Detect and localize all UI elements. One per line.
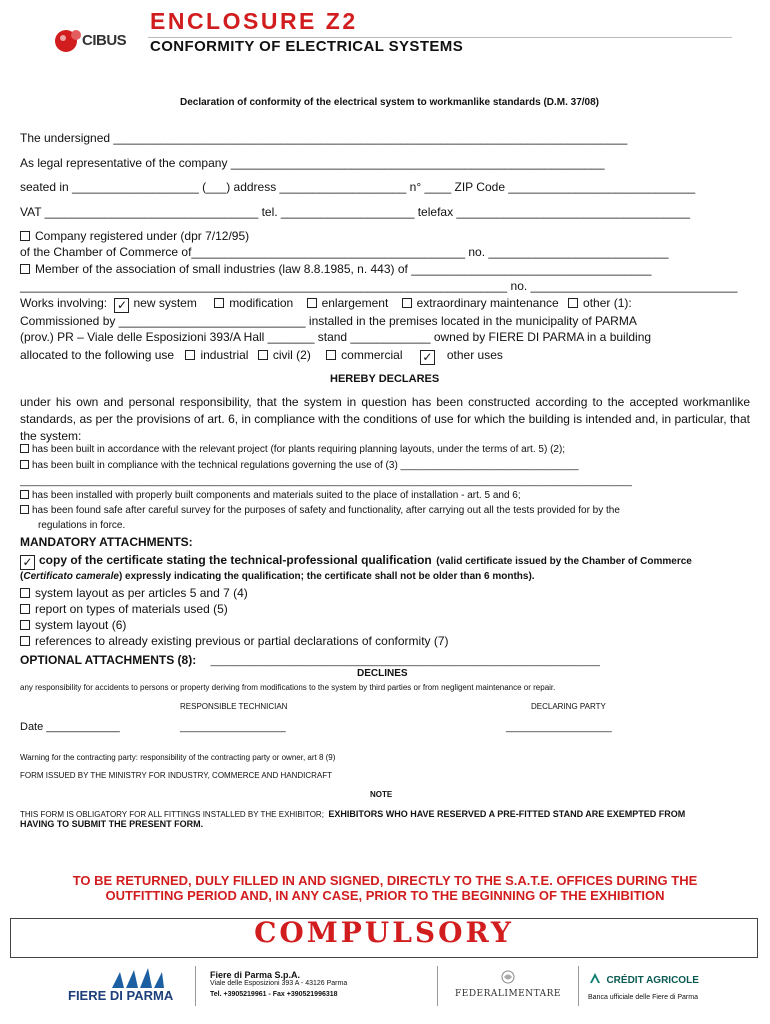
chamber-field[interactable]: of the Chamber of Commerce of_________________________________________ no. ___________________________ (20, 245, 669, 259)
hereby-declares-heading: HEREBY DECLARES (330, 373, 440, 385)
condition-safety-line2: regulations in force. (38, 520, 126, 531)
other-checkbox[interactable] (568, 298, 578, 308)
works-involving-row: Works involving: ✓ new system modification enlargement extraordinary maintenance other (1): (20, 296, 632, 312)
credit-agricole-logo: CRÉDIT AGRICOLE (588, 970, 699, 988)
certificate-checkbox[interactable]: ✓ (20, 555, 35, 570)
vat-field[interactable]: VAT ________________________________ tel. ____________________ telefax ___________________________________ (20, 205, 690, 219)
undersigned-field[interactable]: The undersigned _____________________________________________________________________________ (20, 131, 628, 145)
optional-attachments-row: OPTIONAL ATTACHMENTS (8): ______________________________________________________________________ (20, 653, 600, 667)
declaration-text: under his own and personal responsibility, that the system in question has been constructed according to the accepted workmanlike standards, as per the provisions of art. 6, in compliance with the conditions of use for which the building is intended and, in particular, that the system: (20, 395, 750, 443)
checkbox[interactable] (20, 231, 30, 241)
civil-checkbox[interactable] (258, 350, 268, 360)
bank-note: Banca ufficiale delle Fiere di Parma (588, 994, 698, 1001)
attachment-previous-declarations[interactable]: references to already existing previous or partial declarations of conformity (7) (20, 634, 449, 648)
location-field[interactable]: (prov.) PR – Viale delle Esposizioni 393/A Hall _______ stand ____________ owned by FIERE DI PARMA in a building (20, 330, 652, 344)
date-field[interactable]: Date ____________ (20, 721, 120, 733)
address-field[interactable]: seated in ___________________ (___) address ___________________ n° ____ ZIP Code ____________________________ (20, 180, 696, 194)
commercial-checkbox[interactable] (326, 350, 336, 360)
member-field-line2[interactable]: _________________________________________________________________________ no. _______________________________ (20, 279, 738, 293)
party-signature-field[interactable]: ___________________ (506, 722, 612, 733)
certificate-attachment[interactable]: ✓ copy of the certificate stating the technical-professional qualification (valid certificate issued by the Chamber of Commerce (20, 551, 692, 570)
building-use-row: allocated to the following use industrial civil (2) commercial ✓ other uses (20, 348, 503, 364)
certificate-note: (Certificato camerale) expressly indicating the qualification; the certificate shall not be older than 6 months). (20, 571, 535, 582)
declaring-party-label: DECLARING PARTY (531, 702, 606, 711)
optional-attachments-field[interactable]: ______________________________________________________________________ (210, 656, 600, 667)
condition-components[interactable]: has been installed with properly built components and materials suited to the place of installation - art. 5 and 6; (20, 490, 521, 501)
footer-company-name: Fiere di Parma S.p.A. (210, 970, 301, 980)
attachment-materials-report[interactable]: report on types of materials used (5) (20, 602, 228, 616)
declaration-heading: Declaration of conformity of the electrical system to workmanlike standards (D.M. 37/08) (180, 97, 600, 108)
footer-phone: Tel. +3905219961 - Fax +390521996318 (210, 991, 338, 998)
federalimentare-emblem-icon (499, 970, 517, 984)
other-uses-checkbox[interactable]: ✓ (420, 350, 435, 365)
cibus-logo-text: CIBUS (82, 32, 127, 49)
checkbox[interactable] (20, 620, 30, 630)
extraordinary-maintenance-checkbox[interactable] (402, 298, 412, 308)
footer-divider-2 (437, 966, 438, 1006)
checkbox[interactable] (20, 588, 30, 598)
attachment-system-layout-arts[interactable]: system layout as per articles 5 and 7 (4) (20, 586, 248, 600)
form-issued-text: FORM ISSUED BY THE MINISTRY FOR INDUSTRY, COMMERCE AND HANDICRAFT (20, 771, 333, 780)
mandatory-heading: MANDATORY ATTACHMENTS: (20, 535, 193, 549)
document-subtitle: CONFORMITY OF ELECTRICAL SYSTEMS (150, 38, 464, 55)
condition-project[interactable]: has been built in accordance with the relevant project (for plants requiring planning layouts, under the terms of art. 5) (2); (20, 444, 565, 455)
modification-checkbox[interactable] (214, 298, 224, 308)
return-notice-line2: OUTFITTING PERIOD AND, IN ANY CASE, PRIOR TO THE BEGINNING OF THE EXHIBITION (105, 888, 665, 903)
checkbox[interactable] (20, 264, 30, 274)
condition-technical-regulations-line[interactable]: ______________________________________________________________________________________________________________ (20, 476, 632, 487)
checkbox[interactable] (20, 490, 29, 499)
member-association-option[interactable]: Member of the association of small industries (law 8.8.1985, n. 443) of ____________________________________ (20, 262, 651, 276)
technician-signature-field[interactable]: ___________________ (180, 722, 286, 733)
footer-divider-1 (195, 966, 196, 1006)
checkbox[interactable] (20, 604, 30, 614)
return-notice-line1: TO BE RETURNED, DULY FILLED IN AND SIGNED, DIRECTLY TO THE S.A.T.E. OFFICES DURING THE (72, 873, 698, 888)
declines-text: any responsibility for accidents to persons or property deriving from modifications to the system by third parties or from negligent maintenance or repair. (20, 683, 556, 692)
note-text: THIS FORM IS OBLIGATORY FOR ALL FITTINGS INSTALLED BY THE EXHIBITOR; EXHIBITORS WHO HAVE RESERVED A PRE-FITTED STAND ARE EXEMPTED FROM (20, 809, 686, 819)
document-title: ENCLOSURE Z2 (150, 8, 358, 34)
new-system-checkbox[interactable]: ✓ (114, 298, 129, 313)
attachment-system-layout[interactable]: system layout (6) (20, 618, 126, 632)
company-registered-option[interactable]: Company registered under (dpr 7/12/95) (20, 229, 249, 243)
fiere-di-parma-logo: FIERE DI PARMA (68, 966, 186, 1004)
condition-safety[interactable]: has been found safe after careful survey for the purposes of safety and functionality, after carrying out all the tests provided for by the (20, 505, 620, 516)
compulsory-label: COMPULSORY (254, 916, 514, 949)
legal-rep-field[interactable]: As legal representative of the company ________________________________________________________ (20, 156, 605, 170)
cibus-logo (52, 26, 132, 60)
checkbox[interactable] (20, 444, 29, 453)
footer-address: Viale delle Esposizioni 393 A - 43126 Parma (210, 980, 348, 987)
checkbox[interactable] (20, 505, 29, 514)
fiere-logo-icon (106, 966, 166, 990)
note-text-line2: HAVING TO SUBMIT THE PRESENT FORM. (20, 819, 204, 829)
note-heading: NOTE (370, 790, 393, 799)
condition-technical-regulations[interactable]: has been built in compliance with the technical regulations governing the use of (3) ________________________________ (20, 460, 579, 471)
warning-text: Warning for the contracting party: responsibility of the contracting party or owner, art 8 (9) (20, 753, 336, 762)
enlargement-checkbox[interactable] (307, 298, 317, 308)
industrial-checkbox[interactable] (185, 350, 195, 360)
credit-agricole-icon (588, 971, 602, 985)
checkbox[interactable] (20, 636, 30, 646)
federalimentare-logo: FEDERALIMENTARE (448, 970, 568, 1004)
commissioned-field[interactable]: Commissioned by ____________________________ installed in the premises located in the municipality of PARMA (20, 314, 637, 328)
responsible-technician-label: RESPONSIBLE TECHNICIAN (180, 702, 288, 711)
declines-heading: DECLINES (357, 668, 408, 679)
footer-divider-3 (578, 966, 579, 1006)
checkbox[interactable] (20, 460, 29, 469)
